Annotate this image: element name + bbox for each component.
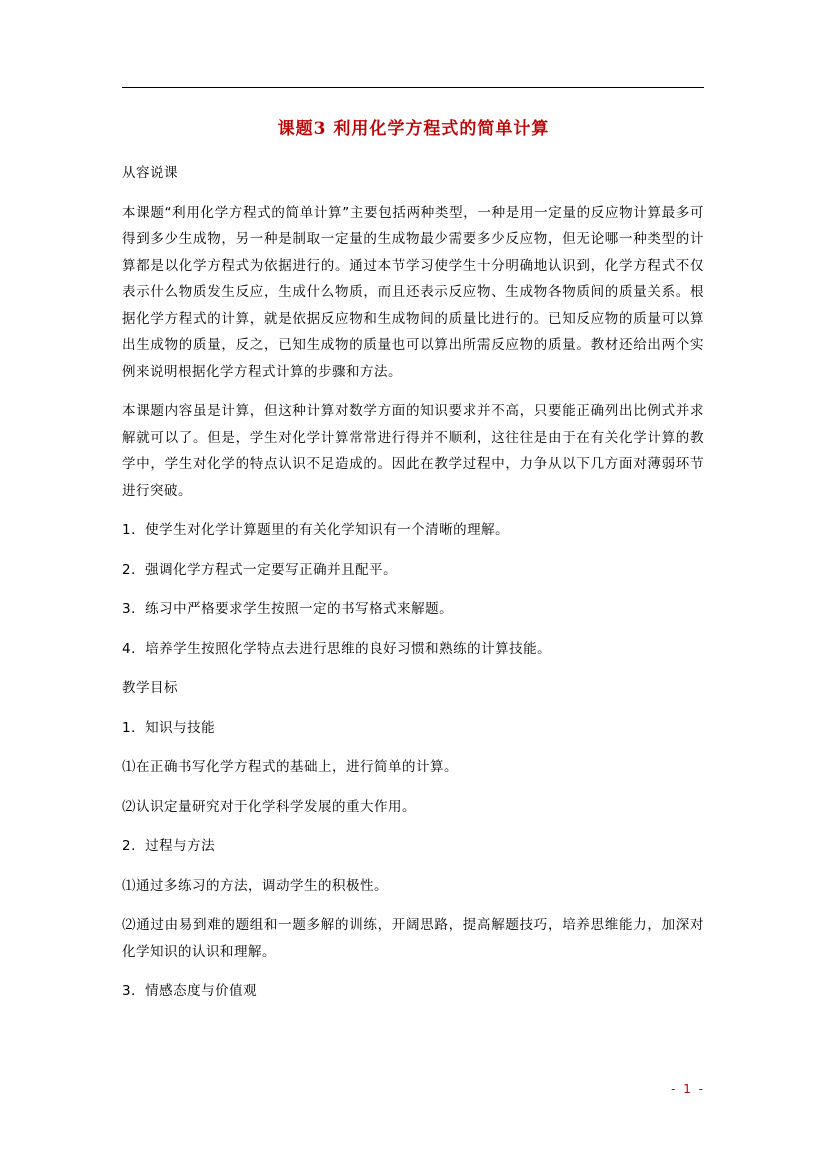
- objective-item-2-2: ⑵通过由易到难的题组和一题多解的训练，开阔思路，提高解题技巧，培养思维能力，加深对化学知识的认识和理解。: [122, 917, 704, 960]
- objective-item-1-1: ⑴在正确书写化学方程式的基础上，进行简单的计算。: [122, 759, 458, 775]
- paragraph-intro: 本课题“利用化学方程式的简单计算”主要包括两种类型，一种是用一定量的反应物计算最多可得到多少生成物，另一种是制取一定量的生成物最少需要多少反应物，但无论哪一种类型的计算都是以化学方程式为依据进行的。通过本节学习使学生十分明确地认识到，化学方程式不仅表示什么物质发生反应，生成什么物质，而且还表示反应物、生成物各物质间的质量关系。根据化学方程式的计算，就是依据反应物和生成物间的质量比进行的。已知反应物的质量可以算出生成物的质量，反之，已知生成物的质量也可以算出所需反应物的质量。教材还给出两个实例来说明根据化学方程式计算的步骤和方法。: [122, 204, 704, 380]
- section-heading-lesson-notes: 从容说课: [122, 165, 178, 181]
- list-item-4: 4．培养学生按照化学特点去进行思维的良好习惯和熟练的计算技能。: [122, 640, 552, 657]
- objective-item-1-2: ⑵认识定量研究对于化学科学发展的重大作用。: [122, 798, 416, 815]
- list-item-2: 2．强调化学方程式一定要写正确并且配平。: [122, 561, 398, 578]
- objective-process-methods: 2．过程与方法: [122, 838, 216, 854]
- objective-attitudes-values: 3．情感态度与价值观: [122, 983, 258, 999]
- objective-knowledge-skills: 1．知识与技能: [122, 719, 216, 736]
- document-body: [122, 160, 704, 1018]
- list-item-1: 1．使学生对化学计算题里的有关化学知识有一个清晰的理解。: [122, 522, 510, 538]
- header-rule: [122, 87, 704, 88]
- objective-item-2-1: ⑴通过多练习的方法，调动学生的积极性。: [122, 877, 388, 894]
- list-item-3: 3．练习中严格要求学生按照一定的书写格式来解题。: [122, 601, 454, 617]
- section-heading-objectives: 教学目标: [122, 680, 178, 696]
- paragraph-difficulty: 本课题内容虽是计算，但这种计算对数学方面的知识要求并不高，只要能正确列出比例式并求解就可以了。但是，学生对化学计算常常进行得并不顺利，这往往是由于在有关化学计算的教学中，学生对化学的特点认识不足造成的。因此在教学过程中，力争从以下几方面对薄弱环节进行突破。: [122, 403, 704, 499]
- page-number: - 1 -: [671, 1082, 705, 1096]
- document-title: 课题3 利用化学方程式的简单计算: [277, 119, 550, 139]
